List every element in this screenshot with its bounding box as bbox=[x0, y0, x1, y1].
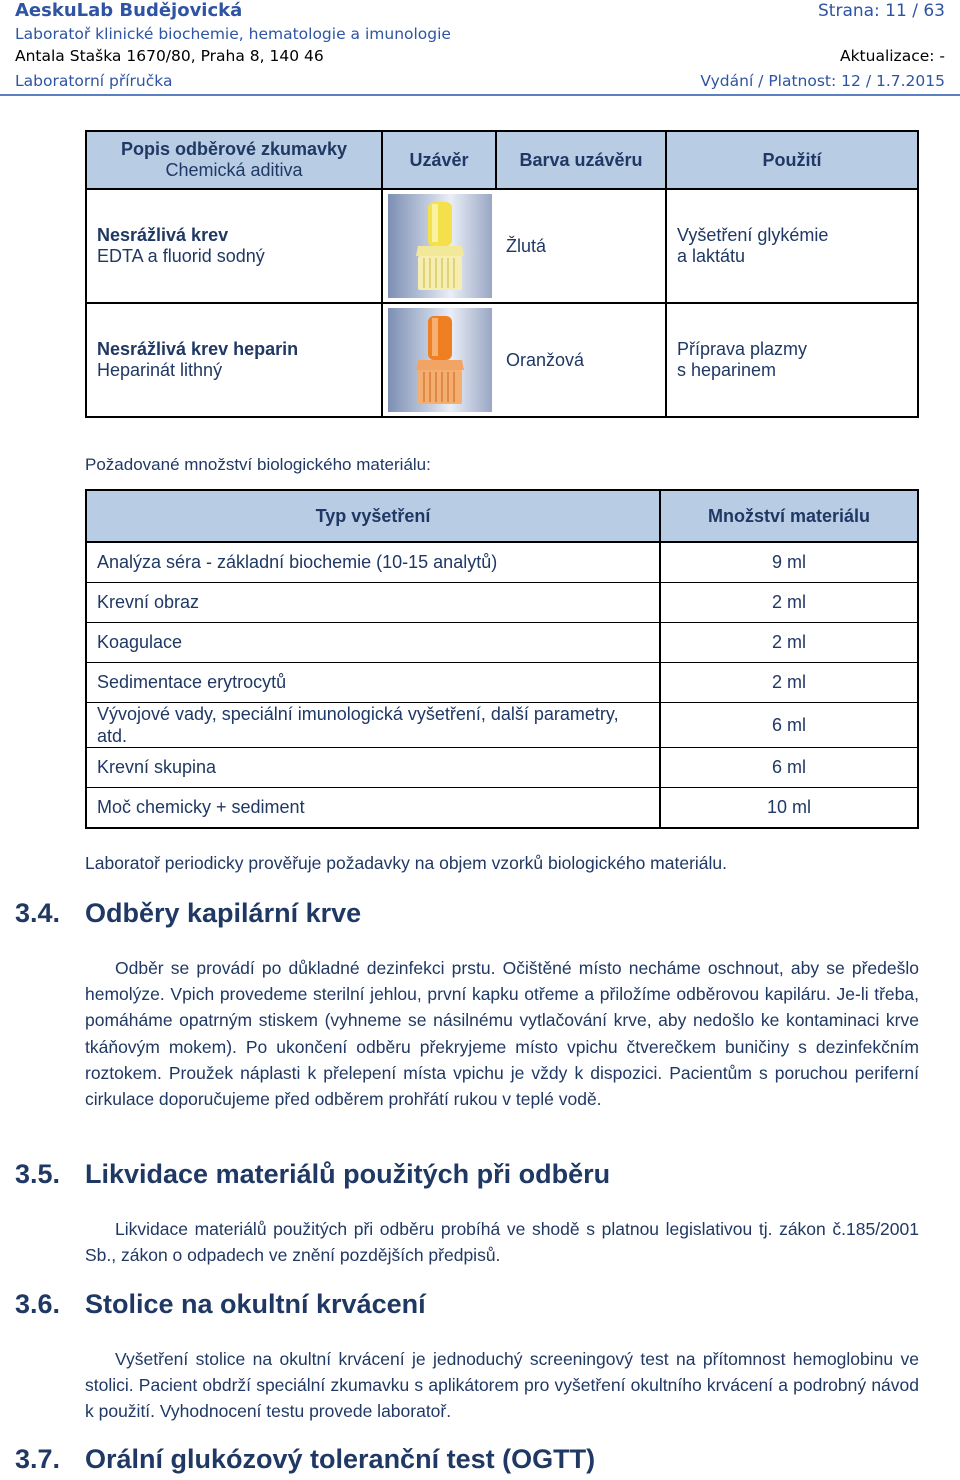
quantity-table bbox=[85, 489, 919, 829]
header-cap: Uzávěr bbox=[382, 131, 496, 189]
header-use: Použití bbox=[666, 131, 918, 189]
update-label: Aktualizace: - bbox=[839, 47, 945, 65]
table-row bbox=[86, 303, 918, 417]
page-header bbox=[0, 0, 960, 98]
exam-amount: 10 ml bbox=[660, 788, 918, 829]
edition-label: Vydání / Platnost: 12 / 1.7.2015 bbox=[700, 72, 945, 90]
exam-type: Sedimentace erytrocytů bbox=[86, 663, 660, 703]
exam-amount: 2 ml bbox=[660, 583, 918, 623]
section-text: Likvidace materiálů použitých při odběru probíhá ve shodě s platnou legislativou tj. zákon č.185/2001 Sb., zákon o odpadech ve znění pozdějších předpisů. bbox=[85, 1219, 919, 1266]
exam-type: Krevní skupina bbox=[86, 748, 660, 788]
exam-amount: 6 ml bbox=[660, 703, 918, 748]
page-number: Strana: 11 / 63 bbox=[818, 1, 945, 21]
quantity-table-header bbox=[86, 490, 918, 542]
yellow-cap-icon bbox=[388, 194, 492, 298]
address: Antala Staška 1670/80, Praha 8, 140 46 bbox=[15, 47, 324, 65]
cap-color: Oranžová bbox=[496, 303, 666, 417]
table-row bbox=[86, 189, 918, 303]
exam-type: Vývojové vady, speciální imunologická vyšetření, další parametry, atd. bbox=[86, 703, 660, 748]
manual-title: Laboratorní příručka bbox=[15, 72, 173, 90]
header-divider bbox=[0, 94, 960, 96]
header-cap-color: Barva uzávěru bbox=[496, 131, 666, 189]
tube-use: Vyšetření glykémie a laktátu bbox=[666, 189, 918, 303]
tube-description: Nesrážlivá krev heparin Heparinát lithný bbox=[86, 303, 382, 417]
exam-amount: 2 ml bbox=[660, 663, 918, 703]
tube-table-header bbox=[86, 131, 918, 189]
quantity-caption: Požadované množství biologického materiálu: bbox=[85, 455, 431, 474]
tube-cap-image bbox=[382, 189, 496, 303]
section-heading: 3.4. Odběry kapilární krve bbox=[15, 898, 362, 928]
header-exam-type: Typ vyšetření bbox=[86, 490, 660, 542]
header-description: Popis odběrové zkumavky Chemická aditiva bbox=[86, 131, 382, 189]
exam-type: Moč chemicky + sediment bbox=[86, 788, 660, 829]
department: Laboratoř klinické biochemie, hematologie a imunologie bbox=[15, 25, 451, 43]
tube-table bbox=[85, 130, 919, 418]
section-heading: 3.6. Stolice na okultní krvácení bbox=[15, 1289, 426, 1319]
tube-description: Nesrážlivá krev EDTA a fluorid sodný bbox=[86, 189, 382, 303]
table-row bbox=[86, 583, 918, 623]
table-row bbox=[86, 788, 918, 829]
exam-type: Krevní obraz bbox=[86, 583, 660, 623]
section-heading: 3.5. Likvidace materiálů použitých při odběru bbox=[15, 1159, 611, 1189]
exam-amount: 9 ml bbox=[660, 542, 918, 583]
table-row bbox=[86, 542, 918, 583]
exam-amount: 2 ml bbox=[660, 623, 918, 663]
orange-cap-icon bbox=[388, 308, 492, 412]
cap-color: Žlutá bbox=[496, 189, 666, 303]
exam-type: Analýza séra - základní biochemie (10-15 analytů) bbox=[86, 542, 660, 583]
volume-note: Laboratoř periodicky prověřuje požadavky na objem vzorků biologického materiálu. bbox=[85, 853, 728, 873]
table-row bbox=[86, 623, 918, 663]
table-row bbox=[86, 748, 918, 788]
tube-use: Příprava plazmy s heparinem bbox=[666, 303, 918, 417]
header-amount: Množství materiálu bbox=[660, 490, 918, 542]
section-text: Odběr se provádí po důkladné dezinfekci prstu. Očištěné místo necháme oschnout, aby se předešlo hemolýze. Vpich provedeme sterilní jehlou, první kapku otřeme a přiložíme odběrovou kapiláru. Je-li třeba, pomáháme opatrným stiskem (vyhneme se násilnému vytlačování krve, aby nedošlo ke kontaminaci krve tkáňovým mokem). Po ukončení odběru překryjeme místo vpichu čtverečkem buničiny s dezinfekčním roztokem. Proužek náplasti k přelepení místa vpichu je vždy k dispozici. Pacientům s poruchou periferní cirkulace doporučujeme před odběrem prohřátí rukou v teplé vodě. bbox=[85, 958, 919, 1110]
exam-type: Koagulace bbox=[86, 623, 660, 663]
table-row bbox=[86, 663, 918, 703]
section-heading: 3.7. Orální glukózový toleranční test (OGTT) bbox=[15, 1444, 596, 1474]
tube-cap-image bbox=[382, 303, 496, 417]
section-text: Vyšetření stolice na okultní krvácení je jednoduchý screeningový test na přítomnost hemoglobinu ve stolici. Pacient obdrží speciální zkumavku s aplikátorem pro vyšetření okultního krvácení a podrobný návod k použití. Vyhodnocení testu provede laboratoř. bbox=[85, 1349, 919, 1422]
exam-amount: 6 ml bbox=[660, 748, 918, 788]
lab-name: AeskuLab Budějovická bbox=[15, 0, 243, 21]
table-row bbox=[86, 703, 918, 748]
